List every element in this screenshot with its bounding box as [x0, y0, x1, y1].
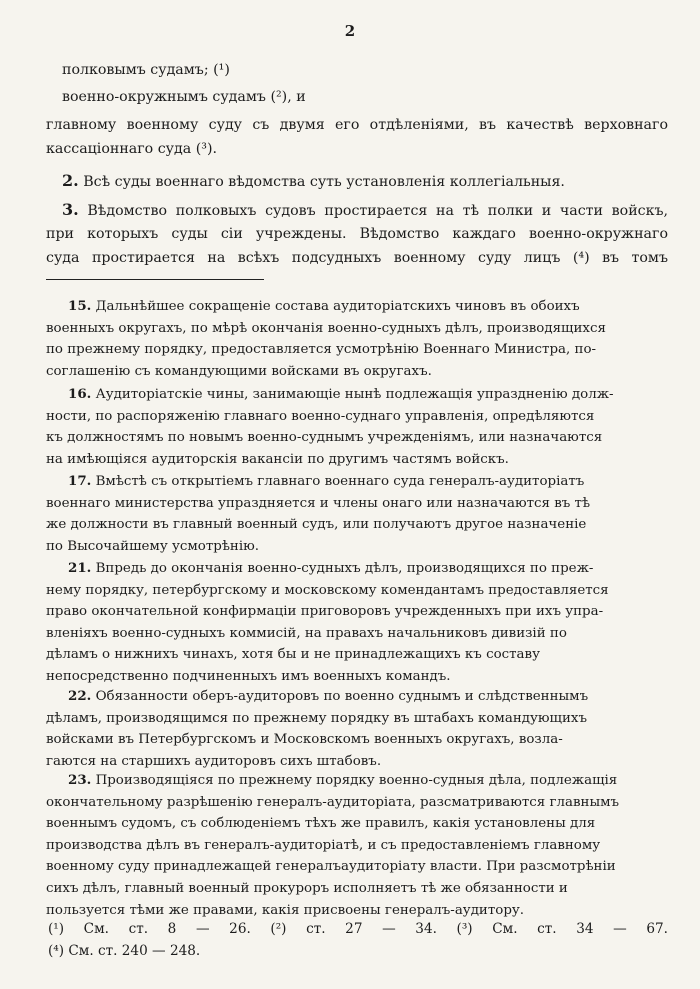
note-17 [46, 471, 668, 557]
note-22 [46, 686, 668, 772]
note-text: дѣламъ о нижнихъ чинахъ, хотя бы и не принадлежащихъ къ составу [46, 647, 540, 663]
note-text: нему порядку, петербургскому и московскому комендантамъ предоставляется [46, 582, 609, 598]
note-text: военнымъ судомъ, съ соблюденіемъ тѣхъ же правилъ, какія установлены для [46, 816, 596, 832]
note-text: къ должностямъ по новымъ военно-суднымъ учрежденіямъ, или назначаются [46, 430, 603, 446]
note-number: 16. [68, 386, 92, 402]
note-text: по прежнему порядку, предоставляется усмотрѣнію Военнаго Министра, по- [46, 342, 597, 358]
note-16 [46, 384, 668, 470]
article-2-number: 2. [62, 171, 79, 190]
article-2-text: Всѣ суды военнаго вѣдомства суть установленія коллегіальныя. [83, 174, 565, 190]
note-number: 15. [68, 298, 92, 314]
main-line: главному военному суду съ двумя его отдѣленіями, въ качествѣ верховнаго [46, 117, 668, 133]
footnote-line: (⁴) См. ст. 240 — 248. [48, 943, 201, 959]
note-text: окончательному разрѣшенію генералъ-аудиторіата, разсматриваются главнымъ [46, 794, 620, 810]
note-text: ности, по распоряженію главнаго военно-суднаго управленія, опредѣляются [46, 408, 595, 424]
note-number: 17. [68, 473, 92, 489]
note-text: вленіяхъ военно-судныхъ коммисій, на правахъ начальниковъ дивизій по [46, 625, 567, 641]
main-line: кассаціоннаго суда (³). [46, 141, 217, 157]
article-3-number: 3. [62, 200, 79, 219]
note-number: 23. [68, 772, 92, 788]
main-line: полковымъ судамъ; (¹) [62, 62, 230, 78]
note-text: на имѣющіяся аудиторскія вакансіи по другимъ частямъ войскъ. [46, 451, 509, 467]
note-text: военнаго министерства упраздняется и члены онаго или назначаются въ тѣ [46, 495, 591, 511]
page-number: 2 [344, 22, 356, 40]
note-text: соглашенію съ командующими войсками въ округахъ. [46, 363, 432, 379]
note-text: Дальнѣйшее сокращеніе состава аудиторіатскихъ чиновъ въ обоихъ [95, 299, 580, 314]
footnote-line: (¹) См. ст. 8 — 26. (²) ст. 27 — 34. (³) См. ст. 34 — 67. [48, 921, 668, 937]
note-text: военныхъ округахъ, по мѣрѣ окончанія военно-судныхъ дѣлъ, производящихся [46, 320, 606, 336]
note-text: военному суду принадлежащей генералъаудиторіату власти. При разсмотрѣніи [46, 859, 616, 875]
note-number: 21. [68, 560, 92, 576]
note-text: сихъ дѣлъ, главный военный прокуроръ исполняетъ тѣ же обязанности и [46, 880, 568, 896]
main-line: военно-окружнымъ судамъ (²), и [62, 89, 306, 105]
note-15 [46, 296, 668, 382]
article-2 [62, 170, 565, 193]
note-text: же должности въ главный военный судъ, или получаютъ другое назначеніе [46, 517, 587, 533]
note-21 [46, 558, 668, 688]
note-text: Производящіяся по прежнему порядку военно-судныя дѣла, подлежащія [95, 773, 618, 788]
article-3-line [62, 199, 668, 222]
note-text: по Высочайшему усмотрѣнію. [46, 538, 260, 554]
note-text: дѣламъ, производящимся по прежнему порядку въ штабахъ командующихъ [46, 710, 587, 726]
note-number: 22. [68, 688, 92, 704]
note-text: право окончательной конфирмаціи приговоровъ учрежденныхъ при ихъ упра- [46, 604, 604, 620]
note-text: войсками въ Петербургскомъ и Московскомъ военныхъ округахъ, возла- [46, 732, 563, 748]
article-3-line: при которыхъ суды сіи учреждены. Вѣдомство каждаго военно-окружнаго [46, 226, 668, 242]
note-text: производства дѣлъ въ генералъ-аудиторіатѣ, и съ предоставленіемъ главному [46, 837, 601, 853]
note-text: Впредь до окончанія военно-судныхъ дѣлъ, производящихся по преж- [95, 561, 594, 576]
note-text: Обязанности оберъ-аудиторовъ по военно суднымъ и слѣдственнымъ [95, 689, 589, 704]
note-23 [46, 770, 668, 921]
note-text: Вмѣстѣ съ открытіемъ главнаго военнаго суда генералъ-аудиторіатъ [95, 474, 585, 489]
note-text: пользуется тѣми же правами, какія присвоены генералъ-аудитору. [46, 902, 525, 918]
note-text: Аудиторіатскіе чины, занимающіе нынѣ подлежащія упраздненію долж- [95, 387, 614, 402]
separator-rule [46, 279, 264, 280]
note-text: непосредственно подчиненныхъ имъ военныхъ командъ. [46, 668, 451, 684]
article-3-line: суда простирается на всѣхъ подсудныхъ военному суду лицъ (⁴) въ томъ [46, 250, 668, 266]
note-text: гаются на старшихъ аудиторовъ сихъ штабовъ. [46, 753, 382, 769]
article-3-text: Вѣдомство полковыхъ судовъ простирается на тѣ полки и части войскъ, [87, 203, 668, 219]
